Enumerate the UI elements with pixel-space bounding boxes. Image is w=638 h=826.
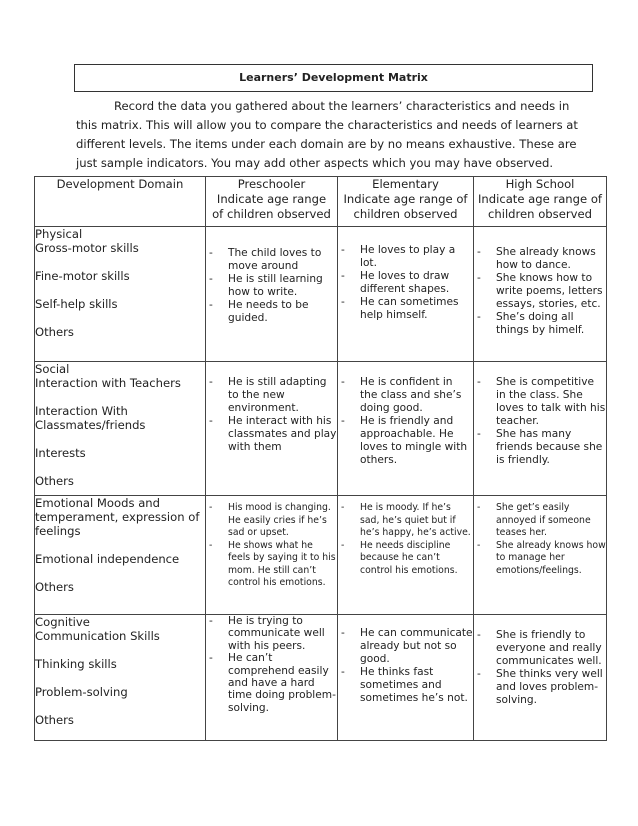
list-item: - She already knows how to manage her emotions/feelings. — [474, 540, 606, 578]
header-high-school: High School Indicate age range of children observed — [474, 177, 607, 227]
list-item: - He can sometimes help himself. — [338, 296, 473, 322]
header-development-domain: Development Domain — [35, 177, 206, 227]
list-item: - He shows what he feels by saying it to his mom. He still can’t control his emotions. — [206, 540, 337, 590]
list-item: - He is trying to communicate well with his peers. — [206, 615, 337, 652]
list-item: - She is friendly to everyone and really communicates well. — [474, 629, 606, 668]
list-item: - His mood is changing. He easily cries if he’s sad or upset. — [206, 502, 337, 540]
matrix-title: Learners’ Development Matrix — [74, 64, 593, 92]
cell-social-elementary — [338, 362, 474, 496]
cell-emotional-preschooler — [206, 496, 338, 615]
intro-paragraph — [76, 97, 581, 173]
domain-cell-social: Social Interaction with Teachers Interaction With Classmates/friends Interests Others — [35, 362, 206, 496]
cell-cognitive-high-school — [474, 615, 607, 741]
list-item: - She has many friends because she is friendly. — [474, 428, 606, 467]
table-row-cognitive — [35, 615, 607, 741]
list-item: - He needs to be guided. — [206, 299, 337, 325]
list-item: - He loves to play a lot. — [338, 244, 473, 270]
table-row-physical — [35, 227, 607, 362]
cell-emotional-high-school — [474, 496, 607, 615]
list-item: - She already knows how to dance. — [474, 246, 606, 272]
list-item: - He is still learning how to write. — [206, 273, 337, 299]
cell-physical-elementary — [338, 227, 474, 362]
list-item: - She get’s easily annoyed if someone teases her. — [474, 502, 606, 540]
domain-cell-physical: Physical Gross-motor skills Fine-motor skills Self-help skills Others — [35, 227, 206, 362]
cell-physical-high-school — [474, 227, 607, 362]
table-row-emotional — [35, 496, 607, 615]
cell-social-preschooler — [206, 362, 338, 496]
list-item: - He loves to draw different shapes. — [338, 270, 473, 296]
cell-social-high-school — [474, 362, 607, 496]
domain-cell-cognitive: Cognitive Communication Skills Thinking skills Problem-solving Others — [35, 615, 206, 741]
intro-text: Record the data you gathered about the learners’ characteristics and needs in this matrix. This will allow you to compare the characteristics and needs of learners at different levels. The items under each domain are by no means exhaustive. These are just sample indicators. You may add other aspects which you may have observed. — [76, 99, 578, 170]
list-item: - He interact with his classmates and play with them — [206, 415, 337, 454]
list-item: - She knows how to write poems, letters essays, stories, etc. — [474, 272, 606, 311]
list-item: - He needs discipline because he can’t control his emotions. — [338, 540, 473, 578]
list-item: - He can’t comprehend easily and have a hard time doing problem-solving. — [206, 652, 337, 714]
development-matrix-table — [34, 176, 607, 741]
list-item: - She’s doing all things by himelf. — [474, 311, 606, 337]
cell-cognitive-preschooler — [206, 615, 338, 741]
cell-emotional-elementary — [338, 496, 474, 615]
header-row — [35, 177, 607, 227]
cell-physical-preschooler — [206, 227, 338, 362]
header-preschooler: Preschooler Indicate age range of children observed — [206, 177, 338, 227]
list-item: - He can communicate already but not so good. — [338, 627, 473, 666]
cell-cognitive-elementary — [338, 615, 474, 741]
table-row-social — [35, 362, 607, 496]
domain-cell-emotional: Emotional Moods and temperament, expression of feelings Emotional independence Others — [35, 496, 206, 615]
list-item: - He is still adapting to the new environment. — [206, 376, 337, 415]
list-item: - He thinks fast sometimes and sometimes he’s not. — [338, 666, 473, 705]
list-item: - He is friendly and approachable. He loves to mingle with others. — [338, 415, 473, 467]
list-item: - He is confident in the class and she’s doing good. — [338, 376, 473, 415]
list-item: - The child loves to move around — [206, 247, 337, 273]
header-elementary: Elementary Indicate age range of children observed — [338, 177, 474, 227]
list-item: - She is competitive in the class. She loves to talk with his teacher. — [474, 376, 606, 428]
list-item: - She thinks very well and loves problem-solving. — [474, 668, 606, 707]
list-item: - He is moody. If he’s sad, he’s quiet but if he’s happy, he’s active. — [338, 502, 473, 540]
